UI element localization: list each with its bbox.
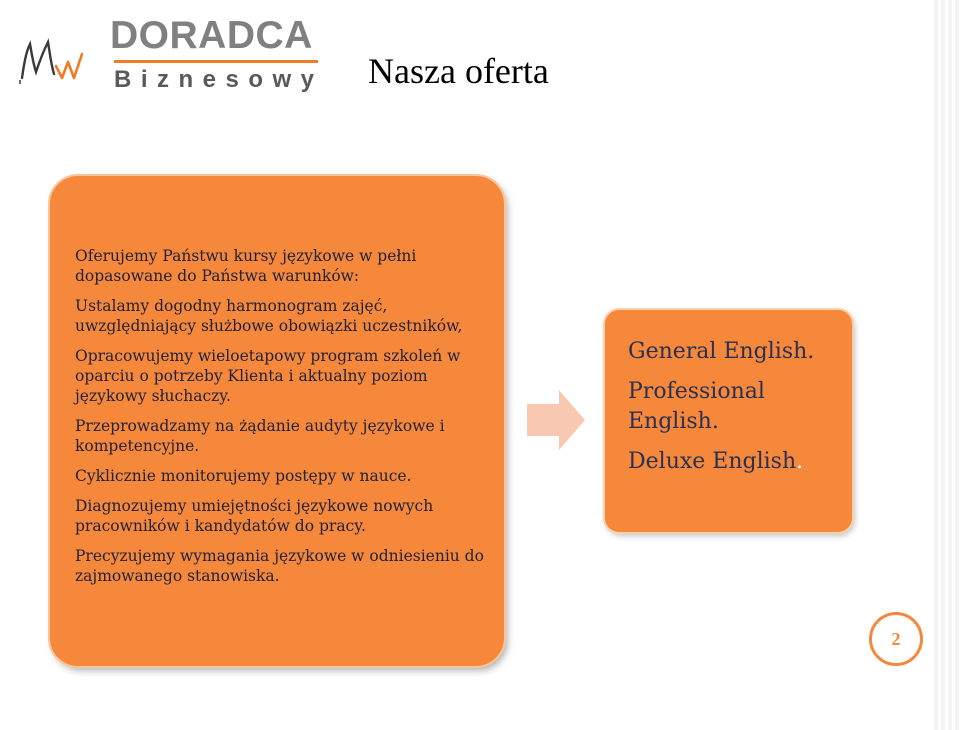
offer-paragraph: Cyklicznie monitorujemy postępy w nauce. bbox=[75, 467, 412, 485]
offer-paragraph: Przeprowadzamy na żądanie audyty językowe i kompetencyjne. bbox=[75, 417, 445, 455]
logo-divider bbox=[114, 60, 318, 63]
offer-paragraph: Diagnozujemy umiejętności językowe nowych pracowników i kandydatów do pracy. bbox=[75, 497, 434, 535]
logo-text-biznesowy: Biznesowy bbox=[114, 66, 324, 93]
offer-paragraph: Oferujemy Państwu kursy językowe w pełni dopasowane do Państwa warunków: bbox=[75, 247, 417, 285]
offer-card bbox=[50, 176, 504, 666]
course-deluxe-english bbox=[628, 447, 852, 477]
course-professional-english: Professional English. bbox=[628, 379, 765, 434]
offer-paragraph: Precyzujemy wymagania językowe w odniesieniu do zajmowanego stanowiska. bbox=[75, 547, 484, 585]
course-general-english: General English. bbox=[628, 339, 815, 364]
courses-card bbox=[605, 310, 852, 532]
company-logo bbox=[18, 14, 328, 93]
decorative-side-stripes bbox=[934, 0, 960, 730]
logo-text-doradca: DORADCA bbox=[110, 14, 313, 57]
offer-paragraph: Opracowujemy wieloetapowy program szkoleń w oparciu o potrzeby Klienta i aktualny poziom językowy słuchaczy. bbox=[75, 347, 461, 405]
course-deluxe-english-dot: . bbox=[796, 449, 804, 474]
page-number-badge: 2 bbox=[869, 612, 923, 666]
slide-title: Nasza oferta bbox=[368, 51, 549, 91]
course-deluxe-english-label: Deluxe English bbox=[628, 449, 797, 474]
mw-logo-icon bbox=[18, 30, 100, 86]
offer-paragraph: Ustalamy dogodny harmonogram zajęć, uwzględniający służbowe obowiązki uczestników, bbox=[75, 297, 463, 335]
arrow-right-icon bbox=[527, 390, 585, 450]
